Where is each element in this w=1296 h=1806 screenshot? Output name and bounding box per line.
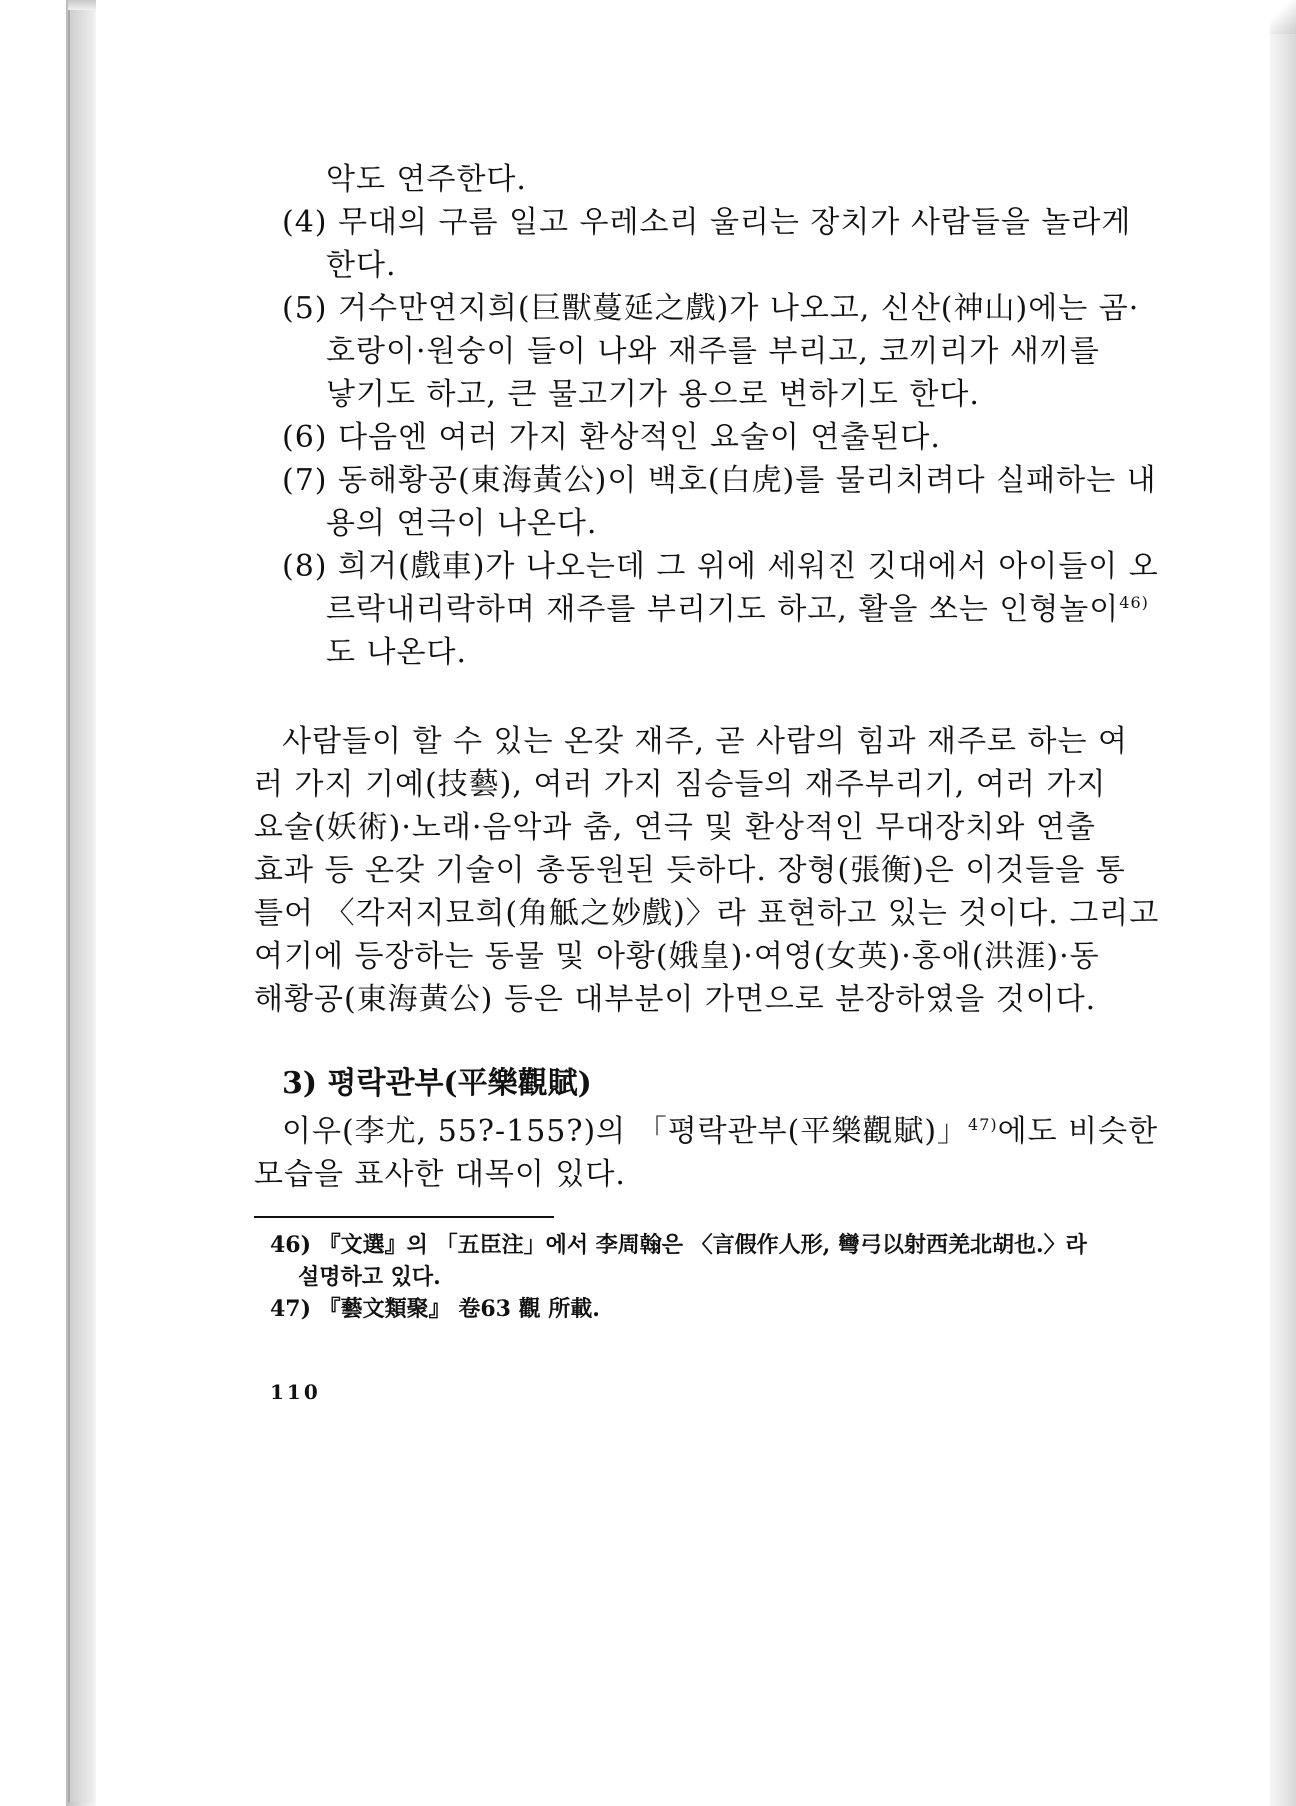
- paragraph-line: 사람들이 할 수 있는 온갖 재주, 곧 사람의 힘과 재주로 하는 여: [282, 724, 1128, 759]
- footnote-ref-47[interactable]: 47): [968, 1115, 998, 1134]
- page-number: 110: [270, 1380, 321, 1404]
- footnote-46: 46) 『文選』의 「五臣注」에서 李周翰은 〈言假作人形, 彎弓以射西羌北胡也.〉라: [270, 1232, 1087, 1258]
- book-right-edge-shadow: [1270, 0, 1296, 1806]
- paragraph-line: 요술(妖術)·노래·음악과 춤, 연극 및 환상적인 무대장치와 연출: [254, 810, 1096, 845]
- paragraph-line: 해황공(東海黃公) 등은 대부분이 가면으로 분장하였을 것이다.: [254, 982, 1097, 1017]
- paragraph-line: 여기에 등장하는 동물 및 아황(娥皇)·여영(女英)·홍애(洪涯)·동: [254, 939, 1100, 974]
- text-line: [326, 590, 1149, 630]
- text-span: 이우(李尤, 55?-155?)의 「평락관부(平樂觀賦)」: [282, 1114, 969, 1149]
- footnote-47: 47) 『藝文類聚』 卷63 觀 所載.: [270, 1296, 600, 1322]
- text-line: 호랑이·원숭이 들이 나와 재주를 부리고, 코끼리가 새끼를: [326, 334, 1100, 369]
- book-left-page-edge: [68, 4, 94, 1802]
- paragraph-line: 틀어 〈각저지묘희(角觝之妙戲)〉라 표현하고 있는 것이다. 그리고: [254, 896, 1160, 931]
- list-item-7: (7) 동해황공(東海黃公)이 백호(白虎)를 물리치려다 실패하는 내: [282, 463, 1157, 498]
- text-line: 도 나온다.: [326, 635, 467, 670]
- paragraph-line: 효과 등 온갖 기술이 총동원된 듯하다. 장형(張衡)은 이것들을 통: [254, 853, 1126, 888]
- section-heading: 3) 평락관부(平樂觀賦): [282, 1066, 592, 1101]
- text-line: 악도 연주한다.: [326, 162, 527, 197]
- text-span: 에도 비슷한: [997, 1114, 1159, 1149]
- list-item-4: (4) 무대의 구름 일고 우레소리 울리는 장치가 사람들을 놀라게: [282, 205, 1132, 240]
- text-line: 용의 연극이 나온다.: [326, 506, 598, 541]
- text-line: 낳기도 하고, 큰 물고기가 용으로 변하기도 한다.: [326, 377, 980, 412]
- list-item-6: (6) 다음엔 여러 가지 환상적인 요술이 연출된다.: [282, 420, 941, 455]
- footnote-divider: [254, 1216, 554, 1218]
- text-span: 르락내리락하며 재주를 부리기도 하고, 활을 쏘는 인형놀이: [326, 592, 1120, 627]
- paragraph-line: 러 가지 기예(技藝), 여러 가지 짐승들의 재주부리기, 여러 가지: [254, 767, 1107, 802]
- list-item-8: (8) 희거(戲車)가 나오는데 그 위에 세워진 깃대에서 아이들이 오: [282, 549, 1159, 584]
- paragraph-line: 모습을 표사한 대목이 있다.: [254, 1157, 626, 1192]
- paragraph-line: [282, 1112, 1158, 1152]
- text-line: 한다.: [326, 248, 397, 283]
- list-item-5: (5) 거수만연지희(巨獸蔓延之戲)가 나오고, 신산(神山)에는 곰·: [282, 291, 1140, 326]
- footnote-46-continued: 설명하고 있다.: [298, 1264, 441, 1290]
- footnote-ref-46[interactable]: 46): [1119, 593, 1149, 612]
